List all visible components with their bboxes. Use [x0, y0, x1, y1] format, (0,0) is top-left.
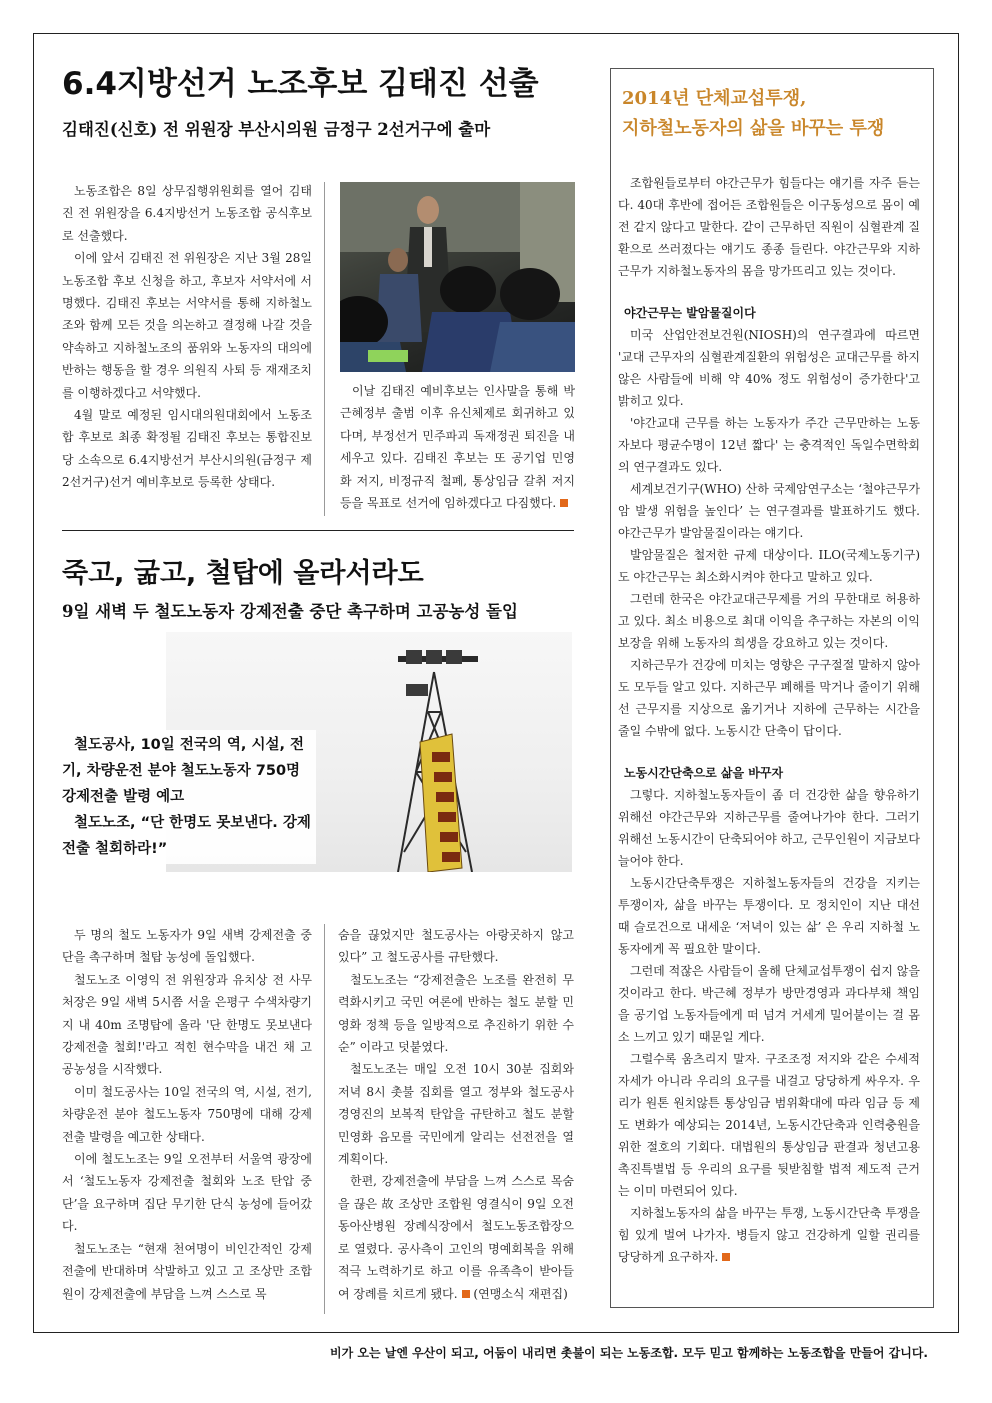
sidebar-section1-title: 야간근무는 발암물질이다	[624, 306, 756, 320]
article2-headline: 죽고, 굶고, 철탑에 올라서라도	[62, 558, 424, 589]
candidate-photo-illustration	[340, 182, 575, 372]
sidebar-title-line2: 지하철노동자의 삶을 바꾸는 투쟁	[622, 118, 885, 139]
paragraph: 세계보건기구(WHO) 산하 국제암연구소는 ‘철야근무가 암 발생 위험을 높인다’ 는 연구결과를 발표하기도 했다. 야간근무가 발암물질이라는 얘기다.	[618, 482, 920, 540]
column-divider	[324, 924, 325, 1314]
paragraph: 발암물질은 철저한 규제 대상이다. ILO(국제노동기구)도 야간근무는 최소화시켜야 한다고 말하고 있다.	[618, 548, 920, 584]
paragraph: 그렇다. 지하철노동자들이 좀 더 건강한 삶을 향유하기 위해선 야간근무와 지하근무를 줄여나가야 한다. 그러기 위해선 노동시간이 단축되어야 하고, 근무인원이 지금보다 늘어야 한다.	[618, 788, 920, 868]
paragraph: 이에 철도노조는 9일 오전부터 서울역 광장에서 ‘철도노동자 강제전출 철회와 노조 탄압 중단’을 요구하며 집단 무기한 단식 농성에 들어갔다.	[62, 1152, 312, 1234]
paragraph: 노동시간단축투쟁은 지하철노동자들의 건강을 지키는 투쟁이자, 삶을 바꾸는 투쟁이다. 모 정치인이 지난 대선 때 슬로건으로 내세운 ‘저녁이 있는 삶’ 은 우리 지하철 노동자에게 꼭 필요한 말이다.	[618, 876, 920, 956]
footer-slogan: 비가 오는 날엔 우산이 되고, 어둠이 내리면 촛불이 되는 노동조합. 모두 믿고 함께하는 노동조합을 만들어 갑니다.	[330, 1346, 928, 1360]
paragraph: 지하근무가 건강에 미치는 영향은 구구절절 말하지 않아도 모두들 알고 있다. 지하근무 폐해를 막거나 줄이기 위해선 근무지를 지상으로 옮기거나 지하에 근무하는 시간을 줄일 수밖에 없다. 노동시간 단축이 답이다.	[618, 658, 920, 738]
paragraph-text: 한편, 강제전출에 부담을 느껴 스스로 목숨을 끊은 故 조상만 조합원 영결식이 9일 오전 동아산병원 장례식장에서 철도노동조합장으로 열렸다. 공사측이 고인의 명예회복을 위해 적극 노력하기로 하고 이를 유족측이 받아들여 장례를 치르게 됐다.	[338, 1174, 574, 1301]
article2-callout	[62, 730, 316, 864]
end-mark-icon	[560, 499, 568, 507]
callout-text: 철도노조, “단 한명도 못보낸다. 강제전출 철회하라!”	[62, 815, 311, 857]
article1-column1	[62, 180, 312, 494]
paragraph: 두 명의 철도 노동자가 9일 새벽 강제전출 중단을 촉구하며 철탑 농성에 돌입했다.	[62, 928, 312, 965]
paragraph: 철도노조는 “현재 천여명이 비인간적인 강제전출에 반대하며 삭발하고 있고 고 조상만 조합원이 강제전출에 부담을 느껴 스스로 목	[62, 1241, 312, 1301]
sidebar-content	[618, 172, 920, 1268]
sidebar-section2-title: 노동시간단축으로 삶을 바꾸자	[624, 766, 784, 780]
section-divider	[62, 530, 574, 531]
end-mark-icon	[462, 1290, 470, 1298]
paragraph: 이미 철도공사는 10일 전국의 역, 시설, 전기, 차량운전 분야 철도노동자 750명에 대해 강제전출 발령을 예고한 상태다.	[62, 1084, 312, 1144]
paragraph: 4월 말로 예정된 임시대의원대회에서 노동조합 후보로 최종 확정될 김태진 후보는 통합진보당 소속으로 6.4지방선거 부산시의원(금정구 제2선거구)선거 예비후보로 등록한 상태다.	[62, 408, 312, 490]
sidebar-intro: 조합원들로부터 야간근무가 힘들다는 얘기를 자주 듣는다. 40대 후반에 접어든 조합원들은 이구동성으로 몸이 예전 같지 않다고 말한다. 같이 근무하던 직원이 심혈관계 질환으로 쓰러졌다는 얘기도 종종 들린다. 야간근무와 지하근무가 지하철노동자의 몸을 망가뜨리고 있는 것이다.	[618, 176, 920, 278]
article1-column2	[340, 380, 575, 514]
credit: (연맹소식 재편집)	[473, 1286, 568, 1301]
paragraph: 그런데 적잖은 사람들이 올해 단체교섭투쟁이 쉽지 않을 것이라고 한다. 박근혜 정부가 방만경영과 과다부채 책임을 공기업 노동자들에게 떠 넘겨 거세게 밀어붙이는 걸 몸소 느끼고 있기 때문일 게다.	[618, 964, 920, 1044]
candidate-photo	[340, 182, 575, 372]
paragraph: 철도노조는 “강제전출은 노조를 완전히 무력화시키고 국민 여론에 반하는 철도 분할 민영화 정책 등을 일방적으로 추진하기 위한 수순” 이라고 덧붙였다.	[338, 972, 574, 1055]
paragraph	[338, 1170, 574, 1304]
article2-subhead: 9일 새벽 두 철도노동자 강제전출 중단 촉구하며 고공농성 돌입	[62, 602, 518, 621]
paragraph: '야간교대 근무를 하는 노동자가 주간 근무만하는 노동자보다 평균수명이 12년 짧다' 는 충격적인 독일수면학회의 연구결과도 있다.	[618, 416, 920, 474]
article1-subhead: 김태진(신호) 전 위원장 부산시의원 금정구 2선거구에 출마	[62, 120, 491, 139]
paragraph: 그런데 한국은 야간교대근무제를 거의 무한대로 허용하고 있다. 최소 비용으로 최대 이익을 추구하는 자본의 이익 보장을 위해 노동자의 희생을 강요하고 있는 것이다.	[618, 592, 920, 650]
article2-column2	[338, 924, 574, 1305]
end-mark-icon	[722, 1253, 730, 1261]
paragraph: 철도노조 이영익 전 위원장과 유치상 전 사무처장은 9일 새벽 5시쯤 서울 은평구 수색차량기지 내 40m 조명탑에 올라 '단 한명도 못보낸다 강제전출 철회!'라고 적힌 현수막을 내건 채 고공농성을 시작했다.	[62, 972, 312, 1077]
sidebar-title	[622, 84, 926, 144]
paragraph	[618, 1202, 920, 1268]
column-divider	[324, 182, 325, 516]
paragraph: 그럴수록 움츠리지 말자. 구조조정 저지와 같은 수세적 자세가 아니라 우리의 요구를 내걸고 당당하게 싸우자. 우리가 원톤 원치않튼 통상임금 범위확대에 따라 임금 등 제도 변화가 예상되는 2014년, 노동시간단축과 인력충원을 위한 절호의 기회다. 대법원의 통상임금 판결과 청년고용촉진특별법 등 우리의 요구를 뒷받침할 법적 제도적 근거는 이미 마련되어 있다.	[618, 1052, 920, 1198]
article2-column1	[62, 924, 312, 1305]
paragraph-text: 지하철노동자의 삶을 바꾸는 투쟁, 노동시간단축 투쟁을 힘 있게 벌여 나가자. 병들지 않고 건강하게 일할 권리를 당당하게 요구하자.	[618, 1206, 920, 1264]
callout-text: 철도공사, 10일 전국의 역, 시설, 전기, 차량운전 분야 철도노동자 750명 강제전출 발령 예고	[62, 737, 305, 805]
paragraph-text: 이날 김태진 예비후보는 인사말을 통해 박근혜정부 출범 이후 유신체제로 회귀하고 있다며, 부정선거 민주파괴 독재정권 퇴진을 내세우고 있다. 김태진 후보는 또 공기업 민영화 저지, 비정규직 철폐, 통상임금 갈취 저지 등을 목표로 선거에 임하겠다고 다짐했다.	[340, 384, 575, 511]
paragraph: 숨을 끊었지만 철도공사는 아랑곳하지 않고 있다” 고 철도공사를 규탄했다.	[338, 928, 574, 965]
paragraph	[340, 380, 575, 514]
paragraph: 미국 산업안전보건원(NIOSH)의 연구결과에 따르면 '교대 근무자의 심혈관계질환의 위험성은 교대근무를 하지 않은 사람들에 비해 약 40% 정도 위험성이 증가한다'고 밝히고 있다.	[618, 328, 920, 408]
sidebar-title-line1: 2014년 단체교섭투쟁,	[622, 88, 807, 109]
paragraph: 노동조합은 8일 상무집행위원회를 열어 김태진 전 위원장을 6.4지방선거 노동조합 공식후보로 선출했다.	[62, 184, 312, 243]
paragraph: 철도노조는 매일 오전 10시 30분 집회와 저녁 8시 촛불 집회를 열고 정부와 철도공사 경영진의 보복적 탄압을 규탄하고 철도 분할 민영화 음모를 국민에게 알리는 선전전을 열 계획이다.	[338, 1062, 574, 1167]
article1-headline: 6.4지방선거 노조후보 김태진 선출	[62, 66, 539, 102]
paragraph: 이에 앞서 김태진 전 위원장은 지난 3월 28일 노동조합 후보 신청을 하고, 후보자 서약서에 서명했다. 김태진 후보는 서약서를 통해 지하철노조와 함께 모든 것을 의논하고 결정해 나갈 것을 약속하고 지하철노조의 품위와 노동자의 대의에 반하는 행동을 할 경우 의원직 사퇴 등 재재조치를 이행하겠다고 서약했다.	[62, 251, 312, 400]
